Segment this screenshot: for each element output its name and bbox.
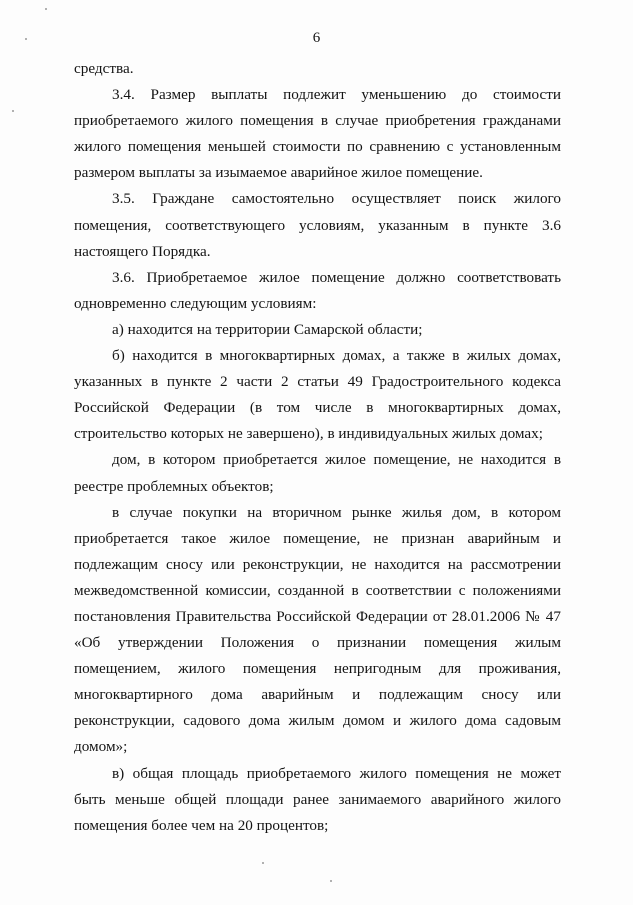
paragraph-3-5: 3.5. Граждане самостоятельно осуществляет поиск жилого помещения, соответствующего условиям, указанным в пункте 3.6 настоящего Порядка. — [74, 190, 561, 260]
paragraph-3-6: 3.6. Приобретаемое жилое помещение должно соответствовать одновременно следующим условиям: — [74, 268, 561, 312]
condition-v: в) общая площадь приобретаемого жилого помещения не может быть меньше общей площади ранее занимаемого аварийного жилого помещения более чем на 20 процентов; — [74, 764, 561, 834]
condition-a: а) находится на территории Самарской области; — [112, 320, 423, 338]
paragraph-continuation: средства. — [74, 60, 134, 77]
condition-house-registry: дом, в котором приобретается жилое помещение, не находится в реестре проблемных объектов; — [74, 451, 561, 495]
scan-speck — [330, 880, 332, 882]
scan-speck — [262, 862, 264, 864]
scan-speck — [25, 38, 27, 40]
document-body — [74, 56, 561, 839]
paragraph-3-4: 3.4. Размер выплаты подлежит уменьшению до стоимости приобретаемого жилого помещения в случае приобретения гражданами жилого помещения меньшей стоимости по сравнению с установленным размером выплаты за изымаемое аварийное жилое помещение. — [74, 86, 561, 182]
scan-speck — [12, 110, 14, 112]
condition-b: б) находится в многоквартирных домах, а также в жилых домах, указанных в пункте 2 части 2 статьи 49 Градостроительного кодекса Российской Федерации (в том числе в многоквартирных домах, строительство которых не завершено), в индивидуальных жилых домах; — [74, 347, 561, 443]
condition-secondary-market: в случае покупки на вторичном рынке жилья дом, в котором приобретается такое жилое помещение, не признан аварийным и подлежащим сносу или реконструкции, не находится на рассмотрении межведомственной комиссии, созданной в соответствии с положениями постановления Правительства Российской Федерации от 28.01.2006 № 47 «Об утверждении Положения о признании помещения жилым помещением, жилого помещения непригодным для проживания, многоквартирного дома аварийным и подлежащим сносу или реконструкции, садового дома жилым домом и жилого дома садовым домом»; — [74, 503, 561, 756]
page-number: 6 — [312, 30, 321, 46]
scan-speck — [45, 8, 47, 10]
